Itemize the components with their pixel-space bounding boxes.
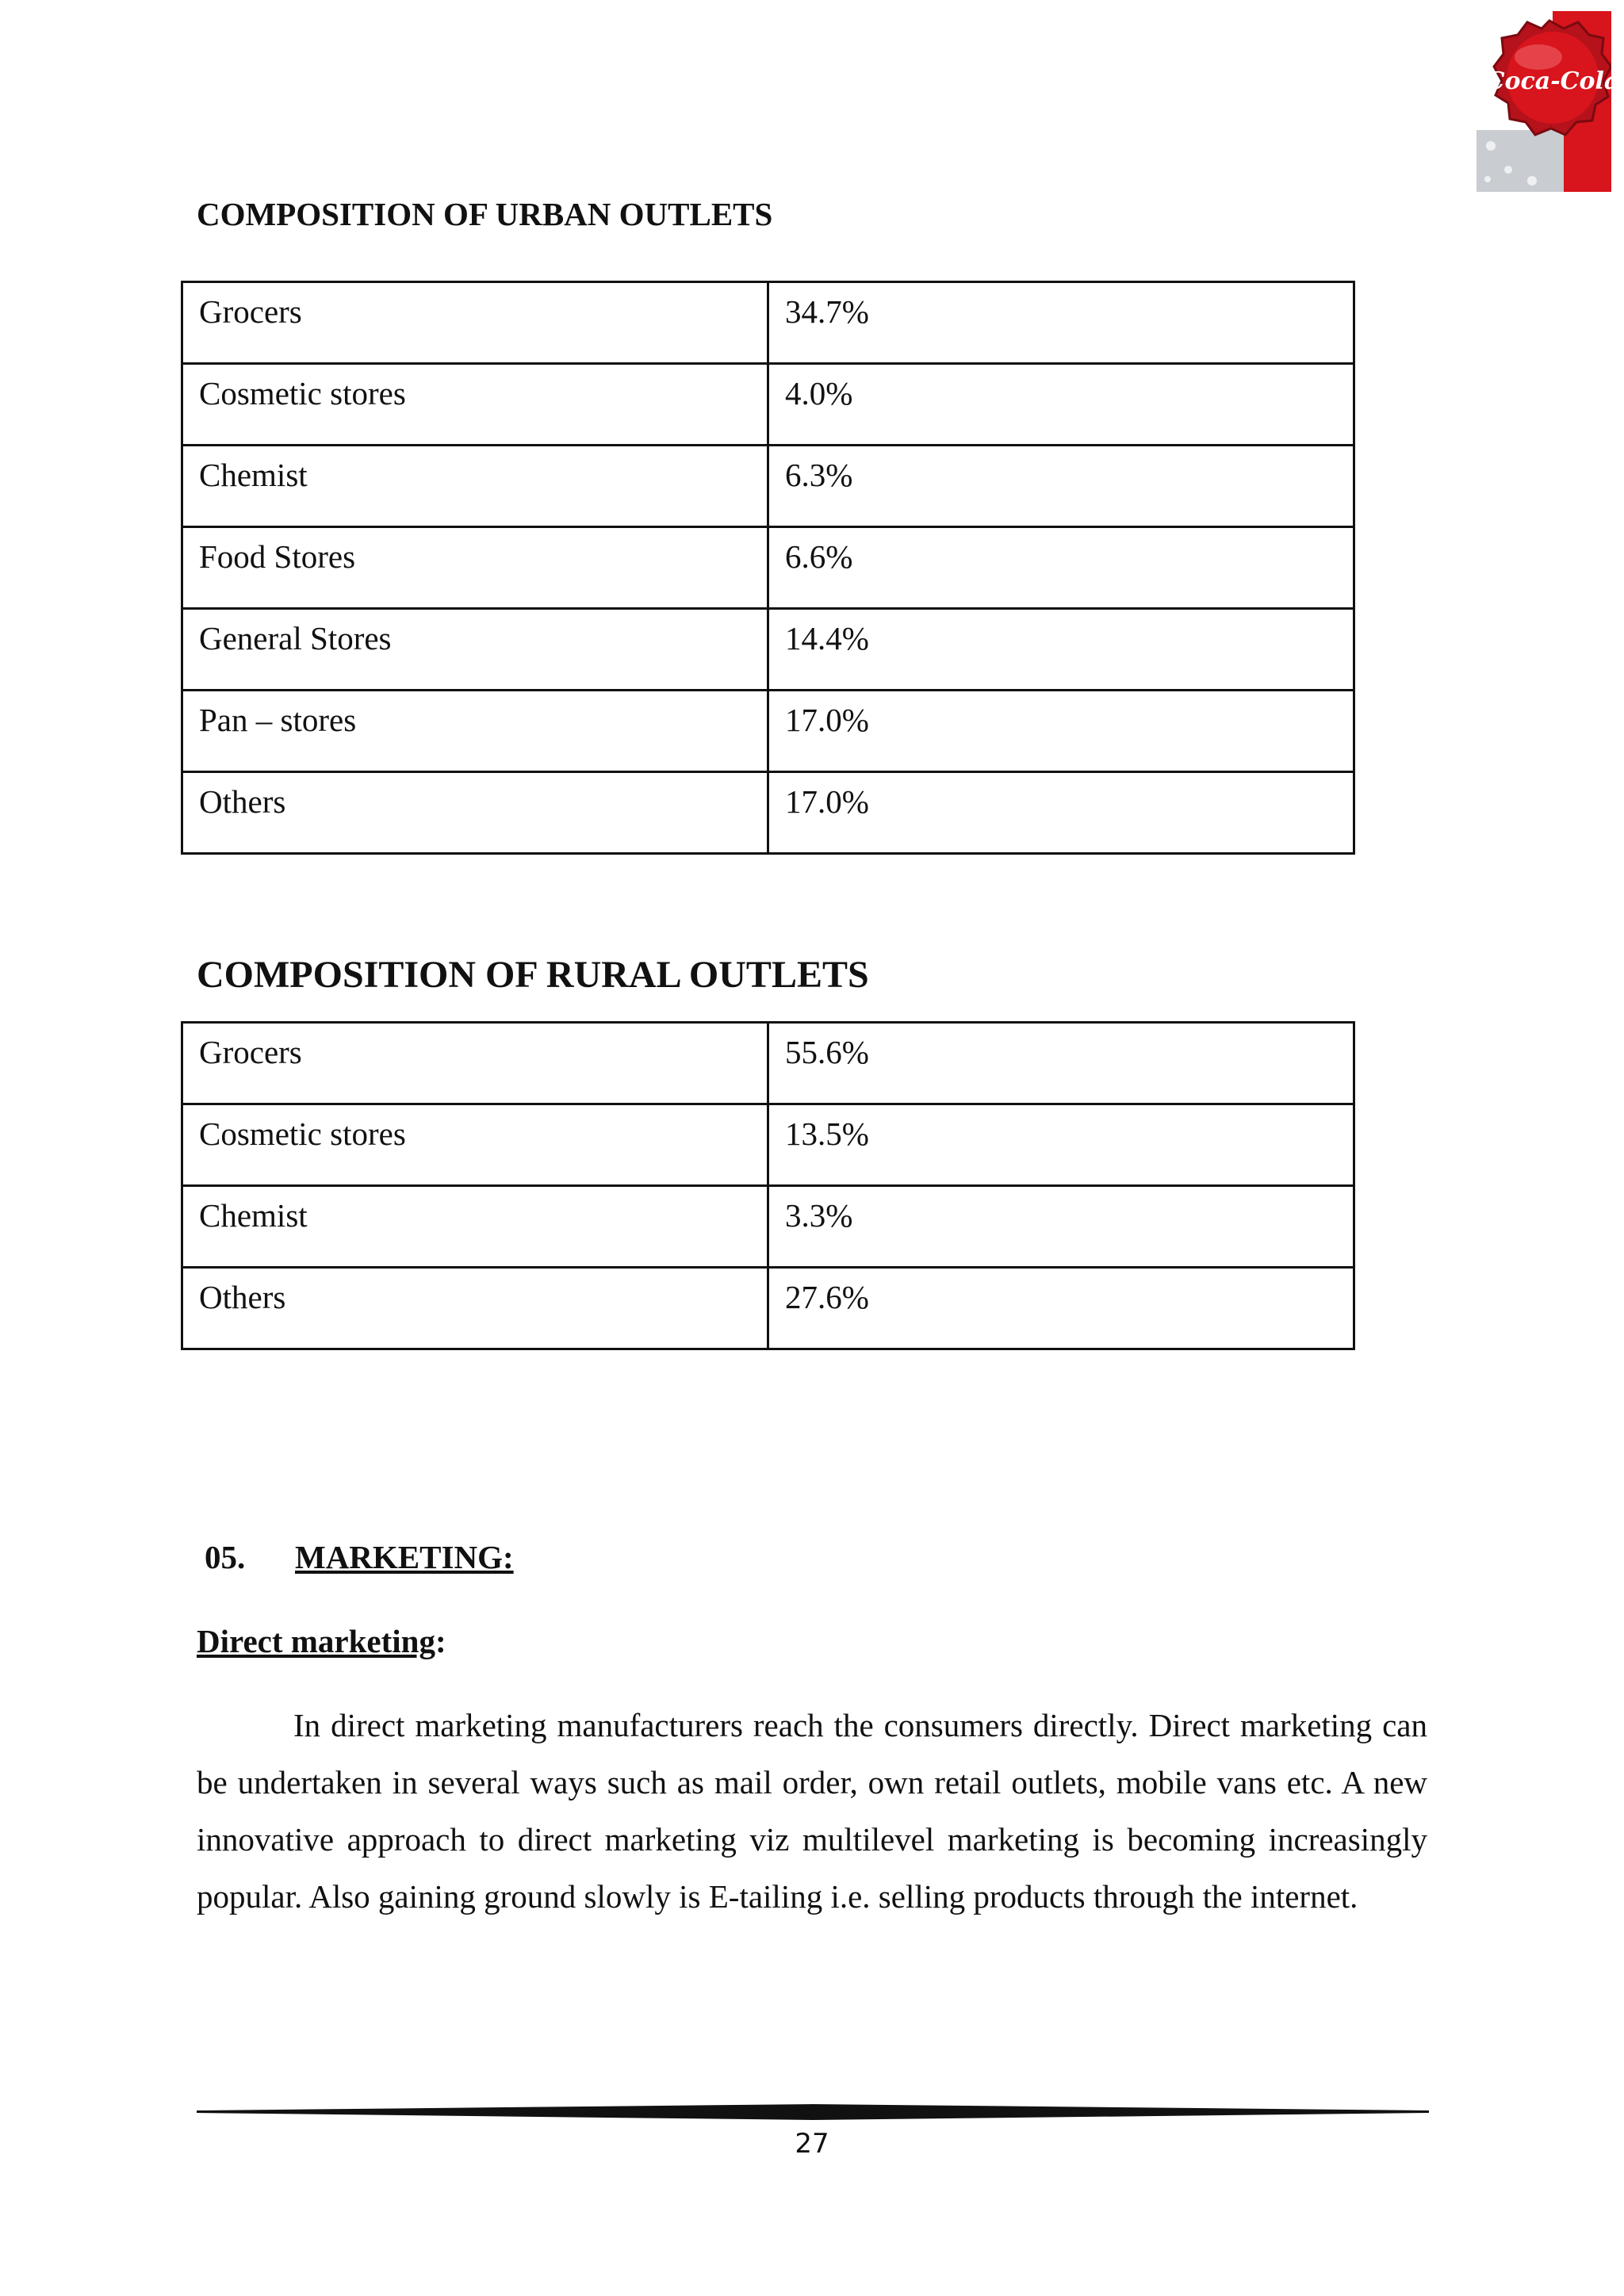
table-row xyxy=(182,364,1354,446)
subheading-colon: : xyxy=(435,1623,446,1659)
table-row xyxy=(182,1186,1354,1268)
outlet-type-cell: Grocers xyxy=(182,1023,768,1104)
table-row xyxy=(182,446,1354,527)
direct-marketing-paragraph: In direct marketing manufacturers reach the consumers directly. Direct marketing can be undertaken in several ways such as mail order, own retail outlets, mobile vans etc. A new innovative approach to direct marketing viz multilevel marketing is becoming increasingly popular. Also gaining ground slowly is E-tailing i.e. selling products through the internet. xyxy=(197,1707,1427,1915)
footer-divider xyxy=(197,2103,1429,2122)
table-row xyxy=(182,1104,1354,1186)
subheading-text: Direct marketing xyxy=(197,1623,435,1659)
page-number: 27 xyxy=(795,2128,829,2160)
marketing-heading xyxy=(205,1538,514,1576)
table-row xyxy=(182,1023,1354,1104)
outlet-share-cell: 27.6% xyxy=(768,1268,1354,1349)
outlet-share-cell: 14.4% xyxy=(768,609,1354,691)
outlet-share-cell: 6.6% xyxy=(768,527,1354,609)
coca-cola-logo xyxy=(1477,11,1611,192)
table-row xyxy=(182,527,1354,609)
urban-outlets-table-body xyxy=(182,282,1354,854)
outlet-type-cell: Others xyxy=(182,772,768,854)
outlet-share-cell: 55.6% xyxy=(768,1023,1354,1104)
table-row xyxy=(182,609,1354,691)
section-number: 05. xyxy=(205,1539,246,1575)
urban-outlets-title: COMPOSITION OF URBAN OUTLETS xyxy=(197,196,773,232)
rural-outlets-table-body xyxy=(182,1023,1354,1349)
direct-marketing-subheading xyxy=(197,1622,446,1660)
outlet-share-cell: 17.0% xyxy=(768,691,1354,772)
outlet-share-cell: 34.7% xyxy=(768,282,1354,364)
outlet-share-cell: 13.5% xyxy=(768,1104,1354,1186)
rural-outlets-table xyxy=(181,1021,1355,1350)
outlet-type-cell: Food Stores xyxy=(182,527,768,609)
table-row xyxy=(182,772,1354,854)
outlet-type-cell: Pan – stores xyxy=(182,691,768,772)
outlet-type-cell: Others xyxy=(182,1268,768,1349)
outlet-type-cell: Grocers xyxy=(182,282,768,364)
outlet-share-cell: 6.3% xyxy=(768,446,1354,527)
section-heading: MARKETING: xyxy=(295,1539,514,1575)
outlet-share-cell: 17.0% xyxy=(768,772,1354,854)
table-row xyxy=(182,1268,1354,1349)
logo-wordmark: Coca-Cola xyxy=(1485,67,1611,95)
table-row xyxy=(182,282,1354,364)
outlet-type-cell: General Stores xyxy=(182,609,768,691)
outlet-type-cell: Chemist xyxy=(182,446,768,527)
coca-cola-bottle-cap-icon xyxy=(1477,11,1611,192)
table-row xyxy=(182,691,1354,772)
outlet-share-cell: 3.3% xyxy=(768,1186,1354,1268)
outlet-share-cell: 4.0% xyxy=(768,364,1354,446)
urban-outlets-table xyxy=(181,281,1355,855)
outlet-type-cell: Cosmetic stores xyxy=(182,364,768,446)
outlet-type-cell: Chemist xyxy=(182,1186,768,1268)
outlet-type-cell: Cosmetic stores xyxy=(182,1104,768,1186)
rural-outlets-title: COMPOSITION OF RURAL OUTLETS xyxy=(197,954,869,996)
